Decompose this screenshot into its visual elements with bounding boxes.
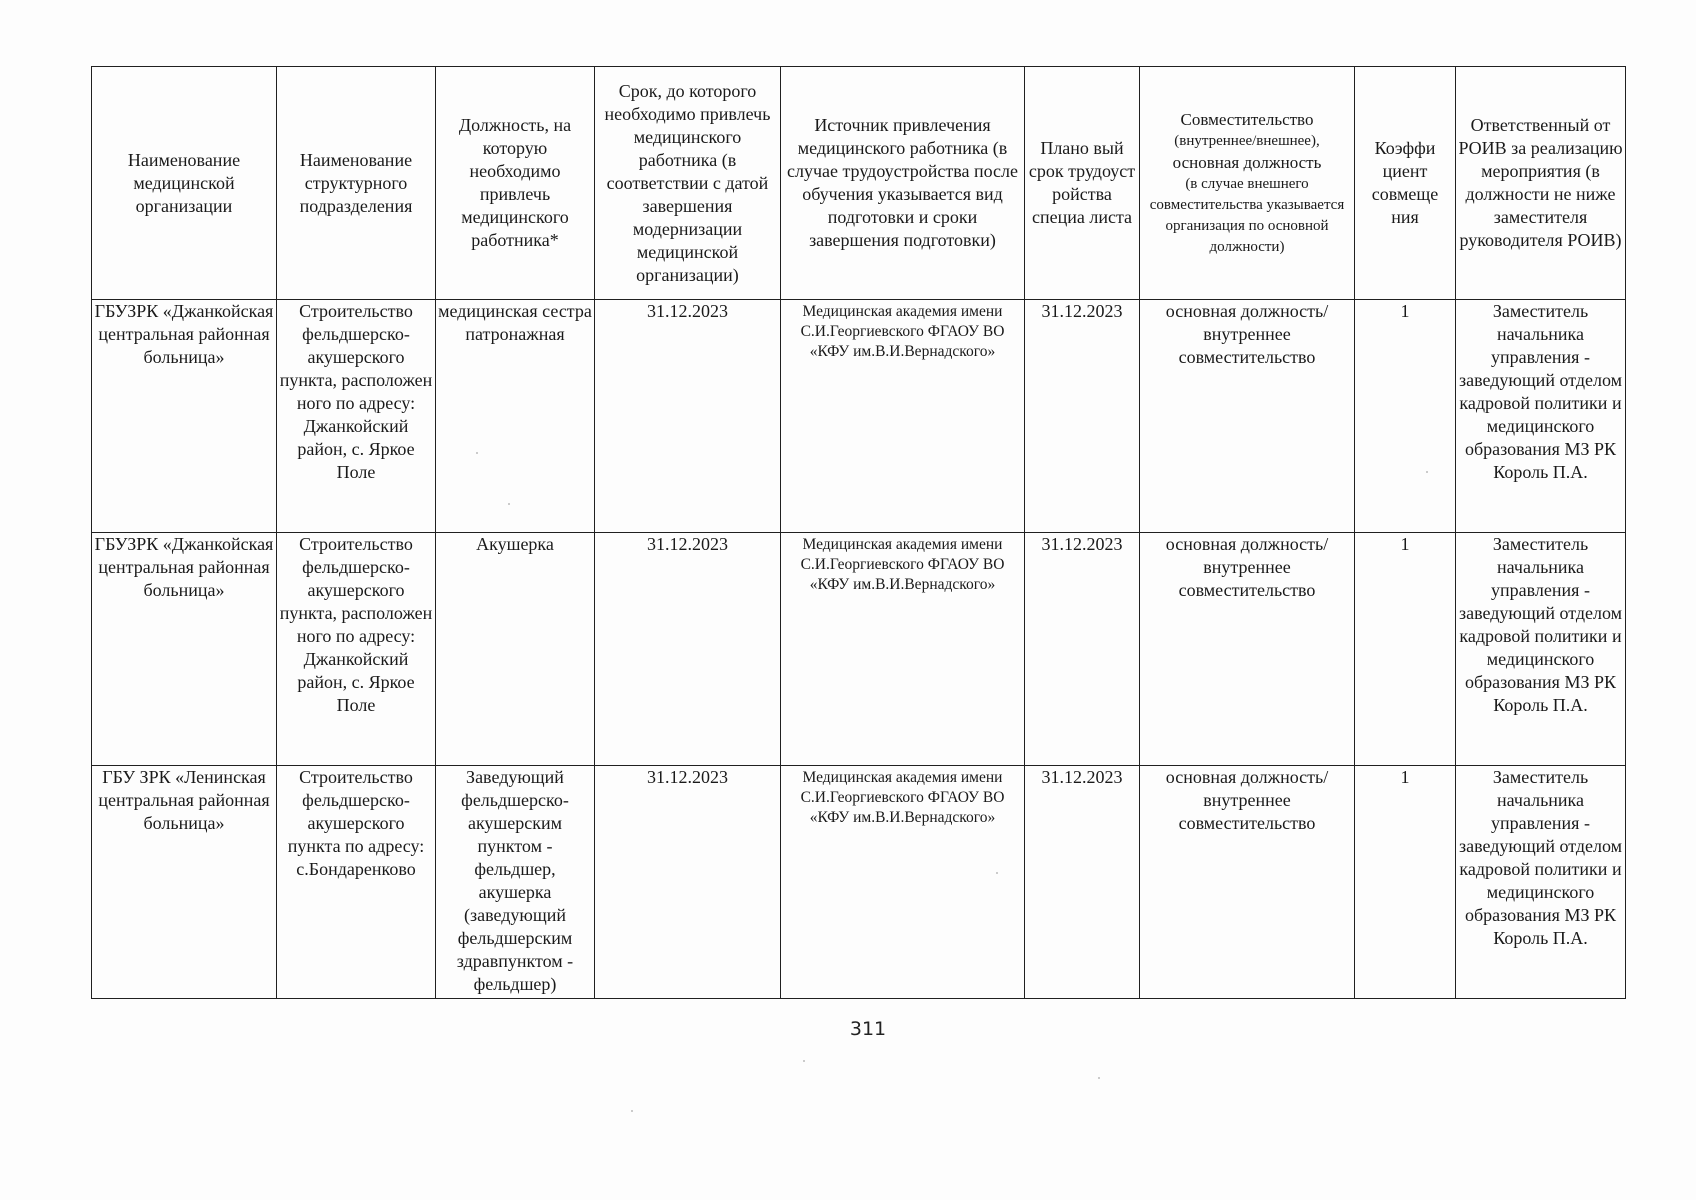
cell-unit: Строительство фельдшерско-акушерского пункта по адресу: с.Бондаренково bbox=[277, 766, 436, 999]
scan-speck bbox=[476, 452, 478, 454]
header-org: Наименование медицинской организации bbox=[92, 67, 277, 300]
scan-speck bbox=[1098, 1077, 1100, 1079]
cell-org: ГБУЗРК «Джанкойская центральная районная больница» bbox=[92, 533, 277, 766]
scan-speck bbox=[631, 1110, 633, 1112]
cell-source: Медицинская академия имени С.И.Георгиевского ФГАОУ ВО «КФУ им.В.И.Вернадского» bbox=[781, 533, 1025, 766]
cell-deadline: 31.12.2023 bbox=[595, 766, 781, 999]
scan-speck bbox=[1426, 471, 1428, 473]
header-combination-line4: (в случае внешнего совместительства указывается организация по основной должности) bbox=[1149, 175, 1345, 255]
header-planned: Плано вый срок трудоуст ройства специа листа bbox=[1025, 67, 1140, 300]
header-combination-line1: Совместительство bbox=[1180, 109, 1314, 129]
cell-deadline: 31.12.2023 bbox=[595, 533, 781, 766]
page-number: 311 bbox=[849, 1018, 887, 1040]
header-position: Должность, на которую необходимо привлечь медицинского работника* bbox=[436, 67, 595, 300]
scan-speck bbox=[996, 872, 998, 874]
cell-position: медицинская сестра патронажная bbox=[436, 300, 595, 533]
header-unit: Наименование структурного подразделения bbox=[277, 67, 436, 300]
cell-planned: 31.12.2023 bbox=[1025, 533, 1140, 766]
cell-planned: 31.12.2023 bbox=[1025, 766, 1140, 999]
cell-combination: основная должность/ внутреннее совместительство bbox=[1140, 766, 1355, 999]
cell-planned: 31.12.2023 bbox=[1025, 300, 1140, 533]
staffing-table bbox=[91, 66, 1626, 999]
cell-responsible: Заместитель начальника управления - заведующий отделом кадровой политики и медицинского образования МЗ РК Король П.А. bbox=[1456, 766, 1626, 999]
header-responsible: Ответственный от РОИВ за реализацию мероприятия (в должности не ниже заместителя руководителя РОИВ) bbox=[1456, 67, 1626, 300]
cell-org: ГБУЗРК «Джанкойская центральная районная больница» bbox=[92, 300, 277, 533]
cell-deadline: 31.12.2023 bbox=[595, 300, 781, 533]
header-coef: Коэффи циент совмеще ния bbox=[1355, 67, 1456, 300]
cell-combination: основная должность/ внутреннее совместительство bbox=[1140, 300, 1355, 533]
table-header-row bbox=[92, 67, 1626, 300]
scan-speck bbox=[803, 1060, 805, 1062]
header-combination-line2: (внутреннее/внешнее), bbox=[1174, 132, 1320, 149]
cell-responsible: Заместитель начальника управления - заведующий отделом кадровой политики и медицинского образования МЗ РК Король П.А. bbox=[1456, 533, 1626, 766]
cell-unit: Строительство фельдшерско-акушерского пункта, расположен ного по адресу: Джанкойский район, с. Яркое Поле bbox=[277, 300, 436, 533]
header-deadline: Срок, до которого необходимо привлечь медицинского работника (в соответствии с датой завершения модернизации медицинской организации) bbox=[595, 67, 781, 300]
cell-coef: 1 bbox=[1355, 766, 1456, 999]
header-combination bbox=[1140, 67, 1355, 300]
table-row bbox=[92, 766, 1626, 999]
table-row bbox=[92, 300, 1626, 533]
table-row bbox=[92, 533, 1626, 766]
header-combination-line3: основная должность bbox=[1172, 152, 1322, 172]
cell-combination: основная должность/ внутреннее совместительство bbox=[1140, 533, 1355, 766]
cell-position: Заведующий фельдшерско-акушерским пунктом - фельдшер, акушерка (заведующий фельдшерским здравпунктом - фельдшер) bbox=[436, 766, 595, 999]
scan-speck bbox=[508, 503, 510, 505]
cell-responsible: Заместитель начальника управления - заведующий отделом кадровой политики и медицинского образования МЗ РК Король П.А. bbox=[1456, 300, 1626, 533]
cell-unit: Строительство фельдшерско-акушерского пункта, расположен ного по адресу: Джанкойский район, с. Яркое Поле bbox=[277, 533, 436, 766]
cell-coef: 1 bbox=[1355, 533, 1456, 766]
cell-org: ГБУ ЗРК «Ленинская центральная районная больница» bbox=[92, 766, 277, 999]
header-source: Источник привлечения медицинского работника (в случае трудоустройства после обучения указывается вид подготовки и сроки завершения подготовки) bbox=[781, 67, 1025, 300]
cell-coef: 1 bbox=[1355, 300, 1456, 533]
cell-source: Медицинская академия имени С.И.Георгиевского ФГАОУ ВО «КФУ им.В.И.Вернадского» bbox=[781, 766, 1025, 999]
cell-position: Акушерка bbox=[436, 533, 595, 766]
cell-source: Медицинская академия имени С.И.Георгиевского ФГАОУ ВО «КФУ им.В.И.Вернадского» bbox=[781, 300, 1025, 533]
